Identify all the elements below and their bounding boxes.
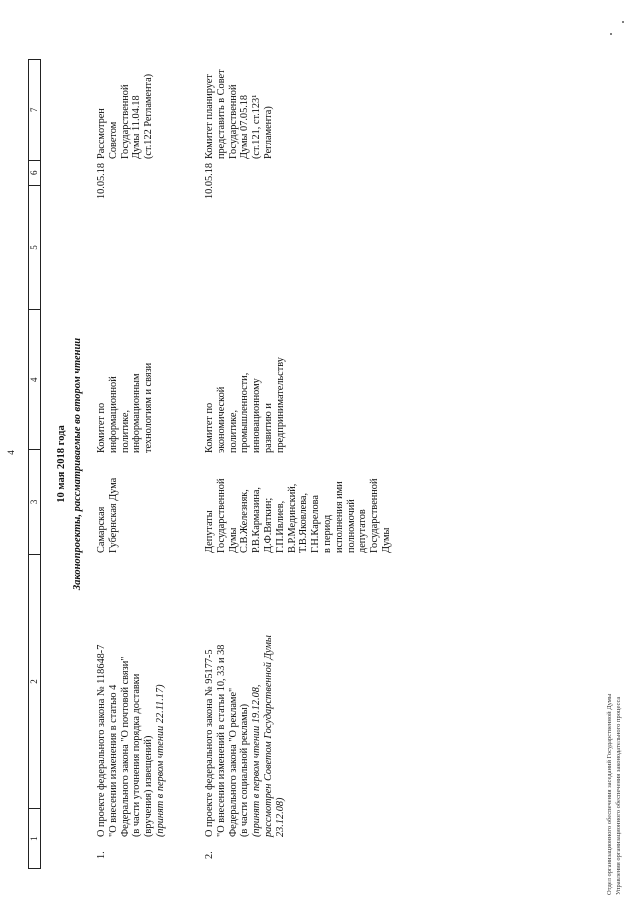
- author-line: в период: [321, 514, 333, 553]
- row-2-date: 10.05.18: [204, 162, 215, 199]
- footer-department: Отдел организационного обеспечения заседаний Государственной Думы: [606, 693, 613, 895]
- committee-line: промышленности,: [239, 372, 251, 453]
- author-line: Г.Н.Карелова: [310, 495, 322, 553]
- status-line: Регламента): [262, 106, 274, 159]
- status-line: Советом: [107, 121, 119, 159]
- author-line: Т.В.Яковлева,: [298, 492, 310, 553]
- column-header-4: 4: [29, 309, 40, 449]
- row-1-committee: [96, 313, 155, 453]
- status-line: представить в Совет: [215, 69, 227, 159]
- reading-note: 23.12.08): [274, 797, 286, 837]
- author-line: Самарская: [96, 506, 107, 553]
- page-number: 4: [6, 450, 16, 455]
- title-line: "О внесении изменения в статью 4: [107, 684, 119, 837]
- row-2-status: [204, 44, 275, 159]
- row-2-author: [204, 448, 393, 553]
- committee-line: Комитет по: [204, 402, 215, 453]
- row-1-number: 1.: [96, 851, 107, 859]
- column-header-3: 3: [29, 449, 40, 554]
- committee-line: информационным: [131, 373, 143, 453]
- column-header-1: 1: [29, 808, 40, 868]
- row-1-author: [96, 448, 120, 553]
- column-header-2: 2: [29, 554, 40, 808]
- committee-line: технологиям и связи: [143, 362, 155, 453]
- committee-line: информационной: [107, 376, 119, 453]
- committee-line: предпринимательству: [274, 357, 286, 453]
- committee-line: политике,: [227, 409, 239, 453]
- committee-line: политике,: [119, 409, 131, 453]
- author-line: С.В.Железняк,: [239, 489, 251, 553]
- row-2-title: [204, 577, 287, 837]
- reading-note: рассмотрен Советом Государственной Думы: [262, 635, 274, 837]
- status-line: (ст.122 Регламента): [143, 73, 155, 159]
- status-line: Комитет планирует: [204, 74, 215, 159]
- title-line: О проекте федерального закона № 95177-5: [204, 649, 215, 837]
- author-line: Г.П.Ивлиев,: [274, 500, 286, 553]
- date-heading: 10 мая 2018 года: [56, 425, 67, 503]
- title-line: Федерального закона "О почтовой связи": [119, 656, 131, 837]
- column-header-7: 7: [29, 107, 39, 113]
- title-line: Федерального закона "О рекламе": [227, 687, 239, 837]
- title-line: (вручения) извещений): [143, 735, 155, 837]
- committee-line: Комитет по: [96, 402, 107, 453]
- author-line: депутатов: [357, 509, 369, 553]
- column-header-row: [28, 59, 41, 869]
- status-line: Думы 11.04.18: [131, 95, 143, 159]
- row-2-committee: [204, 313, 287, 453]
- title-line: О проекте федерального закона № 118648-7: [96, 644, 107, 837]
- author-line: Губернская Дума: [107, 477, 119, 553]
- committee-line: развитию и: [262, 403, 274, 453]
- author-line: Думы: [227, 527, 239, 553]
- status-line: Государственной: [227, 84, 239, 159]
- status-line: (ст.121, ст.123¹: [251, 94, 263, 159]
- author-line: В.Р.Мединский,: [286, 483, 298, 553]
- author-line: исполнения ими: [333, 481, 345, 553]
- author-line: Д.Ф.Вяткин;: [262, 497, 274, 553]
- reading-note: (принят в первом чтении 19.12.08,: [251, 684, 263, 837]
- committee-line: инновационному: [251, 378, 263, 453]
- column-header-6: 6: [29, 160, 40, 185]
- author-line: Государственной: [215, 478, 227, 553]
- author-line: Р.В.Кармазина,: [251, 487, 263, 553]
- author-line: полномочий: [345, 499, 357, 553]
- title-line: "О внесении изменений в статьи 10, 33 и 38: [215, 644, 227, 837]
- scan-speck: [622, 21, 624, 23]
- title-line: (в части социальной рекламы): [239, 703, 251, 837]
- row-1-date: 10.05.18: [96, 162, 107, 199]
- reading-note: (принят в первом чтении 22.11.17): [154, 684, 166, 837]
- author-line: Депутаты: [204, 510, 215, 553]
- scan-speck: [610, 33, 612, 35]
- committee-line: экономической: [215, 386, 227, 453]
- title-line: (в части уточнения порядка доставки: [131, 673, 143, 837]
- row-1-status: [96, 49, 155, 159]
- section-heading: Законопроекты, рассматриваемые во втором чтении: [72, 337, 83, 591]
- status-line: Думы 07.05.18: [239, 94, 251, 159]
- column-header-5: 5: [29, 185, 40, 310]
- author-line: Государственной: [369, 478, 381, 553]
- author-line: Думы: [380, 527, 392, 553]
- row-2-number: 2.: [204, 851, 215, 859]
- status-line: Государственной: [119, 84, 131, 159]
- row-1-title: [96, 577, 167, 837]
- footer-directorate: Управления организационного обеспечения законодательного процесса: [615, 696, 622, 895]
- status-line: Рассмотрен: [96, 108, 107, 159]
